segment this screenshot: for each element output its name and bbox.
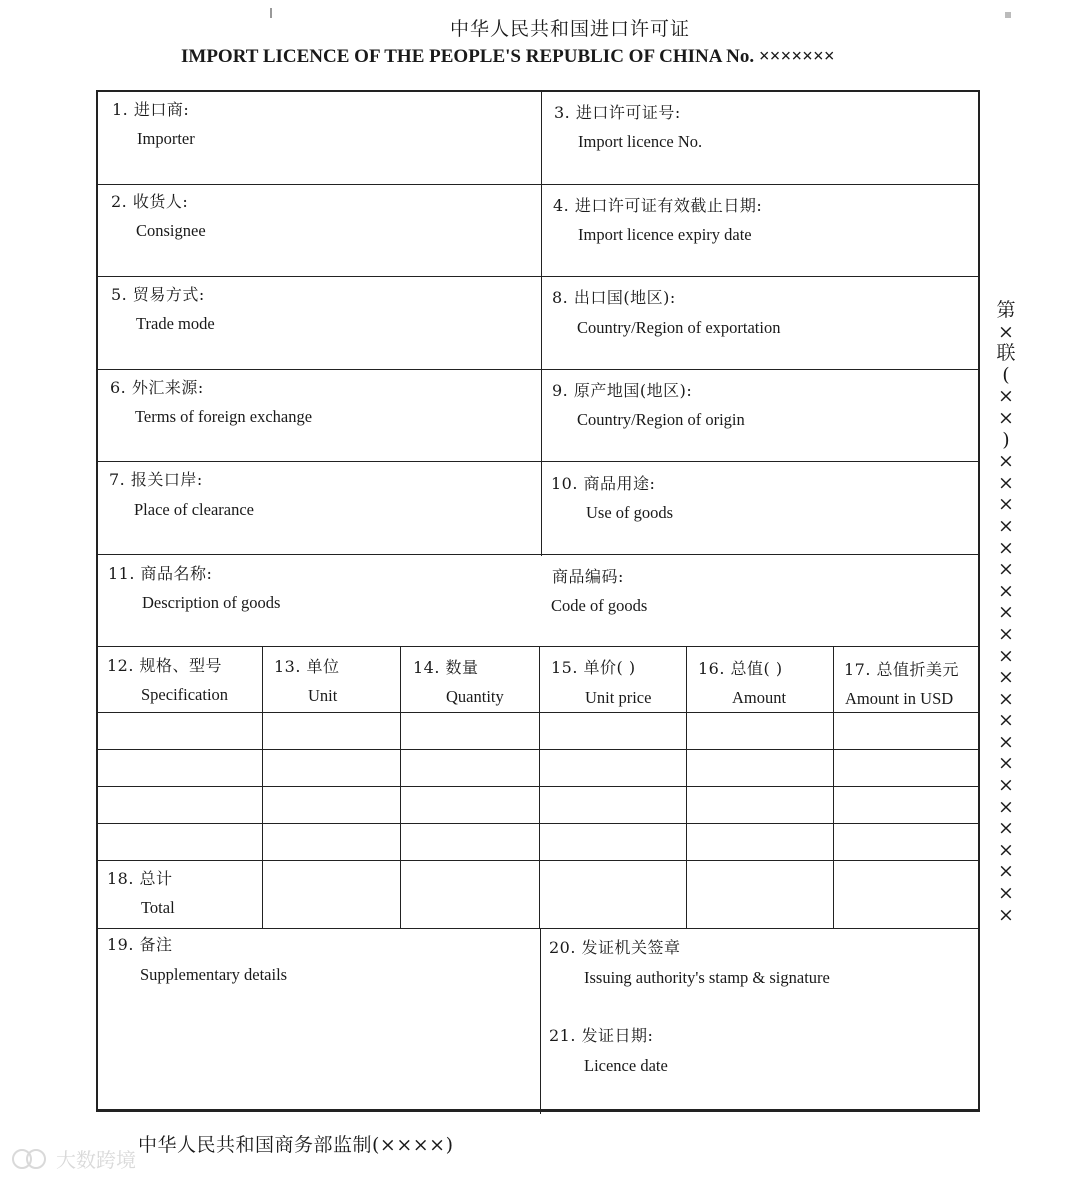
column-divider: [262, 646, 263, 928]
foreign-exchange-label-en: Terms of foreign exchange: [135, 407, 313, 426]
row-divider: [98, 928, 978, 929]
col-amount-en: Amount: [732, 688, 787, 707]
origin-label-en: Country/Region of origin: [577, 410, 745, 429]
row-divider: [98, 646, 978, 647]
importer-label-cn: 1. 进口商:: [112, 100, 190, 119]
consignee-label-cn: 2. 收货人:: [111, 192, 189, 211]
total-label-en: Total: [141, 898, 175, 917]
row-divider: [98, 184, 978, 185]
column-divider: [686, 646, 687, 928]
watermark-logo-icon: [10, 1147, 50, 1171]
supplementary-label-cn: 19. 备注: [107, 935, 173, 954]
side-text-char: ×: [998, 536, 1014, 559]
copy-number-side-text: [994, 300, 1018, 926]
footer-issuer: 中华人民共和国商务部监制(××××): [138, 1134, 454, 1156]
row-divider: [98, 461, 978, 462]
side-text-char: (: [1002, 363, 1010, 386]
col-amount-usd-en: Amount in USD: [845, 689, 954, 708]
side-text-char: ×: [998, 471, 1014, 494]
side-text-char: ×: [998, 860, 1014, 883]
document-title-english: IMPORT LICENCE OF THE PEOPLE'S REPUBLIC OF CHINA No. ×××××××: [181, 46, 835, 67]
col-unit-price-en: Unit price: [585, 688, 652, 707]
importer-label-en: Importer: [137, 129, 195, 148]
licence-date-label-en: Licence date: [584, 1056, 668, 1075]
side-text-char: 第: [996, 299, 1016, 321]
col-amount-usd-cn: 17. 总值折美元: [844, 660, 960, 679]
side-text-char: ×: [998, 493, 1014, 516]
export-country-label-cn: 8. 出口国(地区):: [552, 288, 676, 307]
licence-no-label-en: Import licence No.: [578, 132, 703, 151]
side-text-char: ×: [998, 558, 1014, 581]
col-quantity-en: Quantity: [446, 687, 504, 706]
side-text-char: ×: [998, 882, 1014, 905]
side-text-char: ×: [998, 601, 1014, 624]
side-text-char: ×: [998, 903, 1014, 926]
side-text-char: ×: [998, 622, 1014, 645]
row-divider: [98, 749, 978, 750]
licence-no-label-cn: 3. 进口许可证号:: [554, 103, 681, 122]
side-text-char: ×: [998, 687, 1014, 710]
watermark: [10, 1144, 136, 1173]
foreign-exchange-label-cn: 6. 外汇来源:: [110, 378, 204, 397]
side-text-char: ): [1002, 428, 1010, 451]
expiry-label-en: Import licence expiry date: [578, 225, 752, 244]
use-label-en: Use of goods: [586, 503, 674, 522]
licence-date-label-cn: 21. 发证日期:: [549, 1026, 654, 1045]
row-divider: [98, 786, 978, 787]
row-divider: [98, 554, 978, 555]
total-label-cn: 18. 总计: [107, 869, 173, 888]
side-text-char: ×: [998, 385, 1014, 408]
description-label-cn: 11. 商品名称:: [108, 564, 213, 583]
row-divider: [98, 823, 978, 824]
col-unit-cn: 13. 单位: [274, 657, 340, 676]
column-divider: [539, 646, 540, 928]
expiry-label-cn: 4. 进口许可证有效截止日期:: [553, 196, 763, 215]
side-text-char: ×: [998, 644, 1014, 667]
col-amount-cn: 16. 总值( ): [698, 659, 783, 678]
row-divider: [98, 276, 978, 277]
stamp-label-en: Issuing authority's stamp & signature: [584, 968, 830, 987]
supplementary-label-en: Supplementary details: [140, 965, 288, 984]
side-text-char: ×: [998, 795, 1014, 818]
code-label-en: Code of goods: [551, 596, 648, 615]
column-divider: [833, 646, 834, 928]
col-unit-en: Unit: [308, 686, 338, 705]
side-text-char: ×: [998, 709, 1014, 732]
col-specification-cn: 12. 规格、型号: [107, 656, 223, 675]
side-text-char: ×: [998, 752, 1014, 775]
document-title-chinese: 中华人民共和国进口许可证: [449, 18, 690, 40]
code-label-cn: 商品编码:: [552, 567, 624, 586]
col-specification-en: Specification: [141, 685, 229, 704]
clearance-label-en: Place of clearance: [134, 500, 254, 519]
side-text-char: ×: [998, 579, 1014, 602]
side-text-char: ×: [998, 666, 1014, 689]
clearance-label-cn: 7. 报关口岸:: [109, 470, 203, 489]
watermark-text: 大数跨境: [56, 1148, 136, 1172]
row-divider: [98, 712, 978, 713]
row-divider: [98, 369, 978, 370]
trade-mode-label-cn: 5. 贸易方式:: [111, 285, 205, 304]
side-text-char: ×: [998, 730, 1014, 753]
export-country-label-en: Country/Region of exportation: [577, 318, 781, 337]
stamp-label-cn: 20. 发证机关签章: [549, 938, 681, 957]
column-divider: [540, 928, 541, 1114]
column-divider: [541, 92, 542, 556]
side-text-char: ×: [998, 406, 1014, 429]
side-text-char: ×: [998, 450, 1014, 473]
side-text-char: 联: [996, 342, 1016, 365]
trade-mode-label-en: Trade mode: [136, 314, 215, 333]
col-quantity-cn: 14. 数量: [413, 658, 479, 677]
origin-label-cn: 9. 原产地国(地区):: [552, 381, 693, 400]
col-unit-price-cn: 15. 单价( ): [551, 658, 636, 677]
licence-form: [96, 90, 980, 1112]
description-label-en: Description of goods: [142, 593, 281, 612]
side-text-char: ×: [998, 838, 1014, 861]
use-label-cn: 10. 商品用途:: [551, 474, 656, 493]
row-divider: [98, 860, 978, 861]
column-divider: [400, 646, 401, 928]
side-text-char: ×: [998, 774, 1014, 797]
side-text-char: ×: [998, 514, 1014, 537]
side-text-char: ×: [998, 817, 1014, 840]
side-text-char: ×: [998, 320, 1014, 343]
consignee-label-en: Consignee: [136, 221, 206, 240]
